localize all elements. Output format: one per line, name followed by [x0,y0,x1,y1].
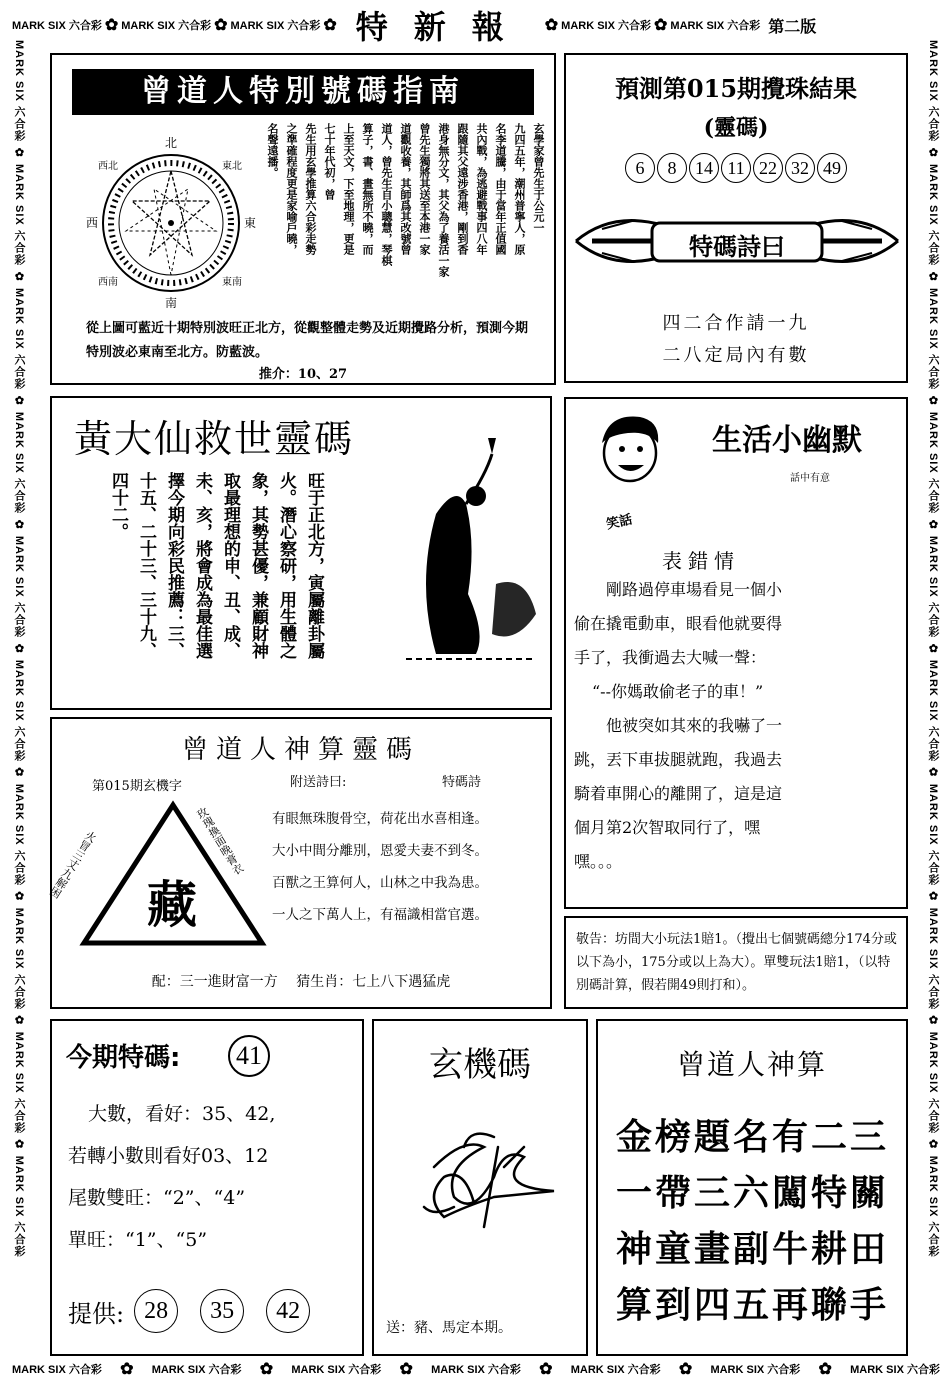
flower-icon: ✿ [120,1361,134,1378]
wong-tai-sin-panel [50,396,552,710]
flower-icon: ✿ [323,17,337,34]
wong-col: 十五、二十三、三十九、 [136,472,156,659]
border-logo-text: MARK SIX 六合彩 [121,20,212,32]
story-line: 騎着車開心的離開了，這是這 [574,784,783,803]
bottom-banner [12,1354,940,1384]
guide-columns [264,123,548,301]
cartoon-face-icon [588,409,668,489]
border-logo-text: MARK SIX 六合彩 [710,1364,801,1376]
scribble-drawing [404,1107,574,1247]
story-line: 手了，我衝過去大喊一聲： [574,648,767,667]
guide-col: 港身無分文，其父為了養活一家 [437,123,450,277]
poem-line: 四二合作請一九 [662,313,810,334]
special-line: 單旺：“1”、“5” [68,1229,208,1251]
special-poem-label: 特碼詩 [442,775,482,790]
compass-diagram [82,127,260,315]
humor-panel [564,397,908,909]
edition-label: 第二版 [768,18,817,36]
guide-recommend: 推介：10、27 [258,367,348,382]
fortune-title: 曾道人神算 [676,1048,827,1081]
divination-poem-line: 大小中間分離別，恩愛夫妻不到冬。 [272,843,488,859]
guide-col: 共內戰，為逃避戰事四八年 [475,123,488,255]
guide-col: 名聲遠播。 [266,123,279,178]
wong-col: 四十二。 [108,472,128,540]
provide-label: 提供: [68,1299,125,1328]
story-line: 剛路過停車場看見一個小 [574,580,783,599]
newspaper-title: 特新報 [355,9,530,42]
number-ball: 49 [817,153,847,183]
guide-title: 曾道人特別號碼指南 [72,69,534,115]
story-line: 偷在撬電動車，眼看他就要得 [574,614,783,633]
humor-subtitle: 話中有意 [790,473,830,484]
fortune-row: 神童畫副牛耕田 [616,1228,890,1270]
guide-col: 曾先生獨將其送至本港一家 [418,123,431,255]
border-logo-text: MARK SIX 六合彩 [12,1364,102,1376]
special-line: 若轉小數則看好03、12 [68,1145,269,1167]
divination-poem-line: 百獸之王算何人，山林之中我為患。 [272,875,488,891]
guide-paragraph: 從上圖可藍近十期特別波旺正北方，從觀整體走勢及近期攪路分析，預測今期特別波必東南至北方。防藍波。 [86,321,529,360]
number-ball: 32 [785,153,815,183]
special-number: 41 [228,1035,270,1077]
flower-icon: ✿ [818,1361,832,1378]
mystery-footer: 送：豬、馬定本期。 [386,1320,512,1336]
divination-poem-line: 有眼無珠腹骨空，荷花出水喜相逢。 [272,811,488,827]
divination-footer: 配：三一進財富一方 猜生肖：七上八下遇猛虎 [151,974,451,990]
flower-icon: ✿ [399,1361,413,1378]
border-logo-text: MARK SIX 六合彩 [230,20,321,32]
wong-col: 未、亥，將會成為最佳選 [192,472,212,659]
right-border [918,40,948,1355]
compass-s: 南 [164,296,178,310]
story-line: “--你媽敢偷老子的車！” [592,682,764,701]
lucky-numbers [566,153,906,183]
border-logo-text: MARK SIX 六合彩 [670,20,761,32]
story-line: 他被突如其來的我嚇了一 [574,716,783,735]
prediction-title: 預測第015期攪珠結果 [614,74,858,103]
prediction-subtitle: (靈碼) [703,115,769,141]
poem-label: 附送詩曰: [290,775,347,790]
compass-ne: 東北 [222,161,242,172]
divination-poem [272,803,550,931]
guide-col: 名李道騰，由于當年正值國 [494,123,507,255]
wong-title: 黃大仙救世靈碼 [74,417,355,461]
story-line: 個月第2次智取同行了，嘿 [574,818,761,837]
special-line: 大數，看好：35、42, [88,1103,276,1125]
special-line: 尾數雙旺：“2”、“4” [68,1187,246,1209]
flower-icon: ✿ [104,17,119,34]
wong-col: 旺于正北方，寅屬離卦屬 [304,472,324,659]
guide-col: 玄學家曾先生于公元一 [532,123,545,233]
border-vertical-text: MARK SIX 六合彩 ✿ MARK SIX 六合彩 ✿ MARK SIX 六合彩 ✿ MARK SIX 六合彩 ✿ MARK SIX 六合彩 ✿ MARK SIX 六合彩 ✿ MARK SIX 六合彩 ✿ MARK SIX 六合彩 ✿ MARK SIX 六合彩 ✿ MARK SIX 六合彩 [927,40,939,1258]
border-logo-text: MARK SIX 六合彩 [151,1364,242,1376]
guide-col: 先生用玄學推算六合彩走勢 [304,123,317,255]
number-ball: 22 [753,153,783,183]
guide-col: 七十年代初，曾 [323,123,336,200]
poem-banner-title: 特碼詩曰 [689,233,785,261]
humor-title: 生活小幽默 [712,423,862,458]
wong-col: 擇今期向彩民推薦：三、 [164,472,184,659]
wong-col: 象，其勢甚優，兼顧財神 [248,472,268,659]
mystery-code-panel [372,1019,588,1356]
guide-col: 道觀收養，其師爲其改號曾 [399,123,412,255]
flower-icon: ✿ [678,1361,693,1378]
prediction-panel [564,53,908,383]
guide-col: 之準確程度更是家喻戶曉， [285,123,298,255]
fortune-row: 金榜題名有二三 [616,1116,890,1158]
number-ball: 14 [689,153,719,183]
compass-e: 東 [243,216,257,230]
fortune-rows [616,1109,896,1333]
notice-text: 敬告：坊間大小玩法1賠1。（攪出七個號碼總分174分或以下為小，175分或以上為大）。單雙玩法1賠1，（以特別碼計算，假若開49則打和）。 [576,932,897,993]
top-banner [12,8,940,42]
border-logo-text: MARK SIX 六合彩 [850,1364,940,1376]
compass-n: 北 [164,136,178,150]
humor-badge: 笑話 [605,512,634,533]
provide-number: 42 [266,1289,310,1333]
guide-col: 道人，曾先生自小聰慧，琴棋 [380,123,393,266]
border-logo-text: MARK SIX 六合彩 [12,20,102,32]
flower-icon: ✿ [544,17,559,34]
guide-panel [50,53,556,385]
guide-col: 跟隨其父遠涉香港，剛到香 [456,123,469,255]
special-label: 今期特碼: [66,1043,181,1073]
flower-icon: ✿ [654,17,668,34]
wong-col: 取最理想的申、丑、成、 [220,472,240,659]
wong-columns [88,472,328,698]
number-ball: 8 [657,153,687,183]
poem-line: 二八定局內有數 [662,345,810,366]
story-line: 嘿。。。 [574,852,623,871]
number-ball: 6 [625,153,655,183]
border-logo-text: MARK SIX 六合彩 [291,1364,382,1376]
guide-col: 上至天文，下至地理，更是 [342,123,355,255]
flower-icon: ✿ [539,1361,553,1378]
provide-number: 28 [134,1289,178,1333]
left-border [4,40,34,1355]
number-ball: 11 [721,153,751,183]
compass-nw: 西北 [98,161,118,172]
compass-sw: 西南 [98,277,118,288]
mystery-title: 玄機碼 [429,1045,531,1085]
special-number-panel [50,1019,364,1356]
flower-icon: ✿ [259,1361,274,1378]
story-title: 表錯情 [662,549,740,573]
fortune-row: 一帶三六闖特關 [616,1172,890,1214]
border-logo-text: MARK SIX 六合彩 [431,1364,521,1376]
divination-title: 曾道人神算靈碼 [181,735,420,765]
triangle-left-text: 火冒三丈九解困 [46,828,99,901]
wong-col: 火。潛心察研，用生體之 [276,472,296,659]
border-logo-text: MARK SIX 六合彩 [561,20,652,32]
provide-number: 35 [200,1289,244,1333]
guide-col: 算子，書、畫無所不曉，而 [361,123,374,255]
riddle-character: 藏 [147,875,197,934]
border-vertical-text: MARK SIX 六合彩 ✿ MARK SIX 六合彩 ✿ MARK SIX 六合彩 ✿ MARK SIX 六合彩 ✿ MARK SIX 六合彩 ✿ MARK SIX 六合彩 ✿ MARK SIX 六合彩 ✿ MARK SIX 六合彩 ✿ MARK SIX 六合彩 ✿ MARK SIX 六合彩 [13,40,25,1258]
story-line: 跳，丟下車拔腿就跑，我過去 [574,750,783,769]
special-lines [68,1093,358,1261]
compass-w: 西 [85,216,99,230]
flower-icon: ✿ [214,17,228,34]
provide-row [68,1289,310,1333]
triangle-right-text: 玫瑰換面晚膏衣 [193,805,246,878]
guide-col: 九四五年，潮州普寧人，原 [513,123,526,255]
compass-se: 東南 [222,277,242,288]
divination-poem-line: 一人之下萬人上，有福識相當官選。 [272,907,488,923]
fortune-row: 算到四五再聯手 [616,1284,890,1326]
immortal-illustration [396,434,546,664]
story-text [574,573,904,879]
notice-panel [564,916,908,1009]
divination-panel [46,717,552,1009]
period-label: 第015期玄機字 [92,779,182,794]
fortune-panel [596,1019,908,1356]
border-logo-text: MARK SIX 六合彩 [570,1364,661,1376]
